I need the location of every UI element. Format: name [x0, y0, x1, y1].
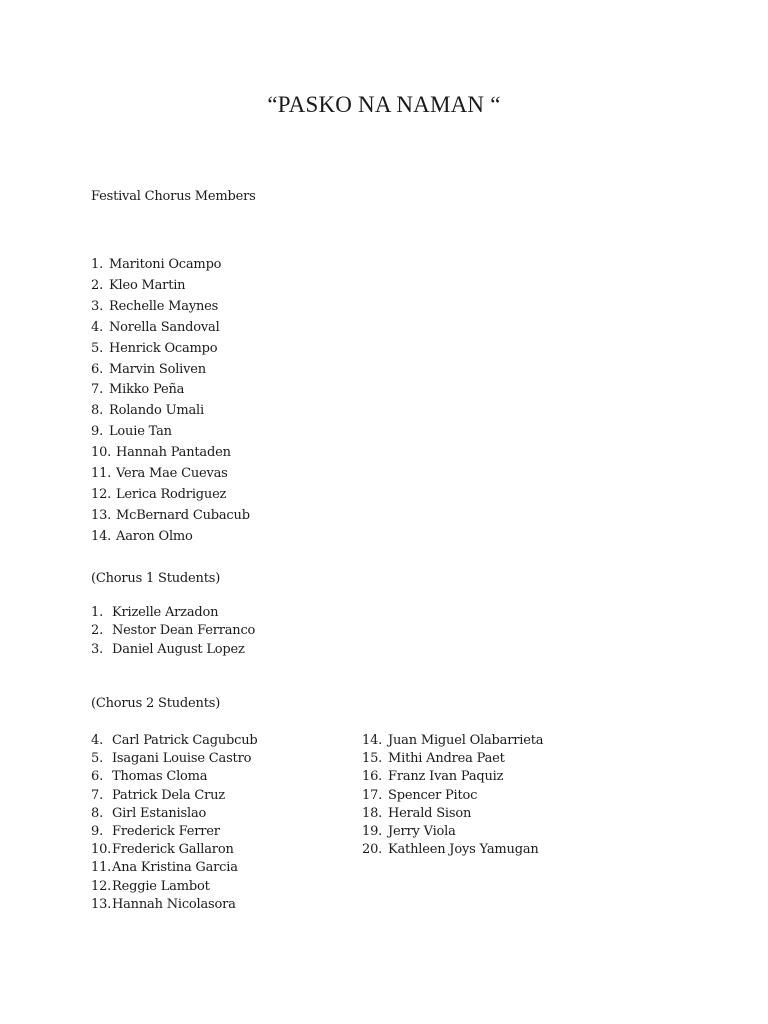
list-item-number: 9. [91, 824, 104, 839]
list-item-name: Hannah Pantaden [116, 445, 231, 461]
list-item [362, 769, 503, 784]
list-item [91, 341, 217, 356]
list-item [91, 403, 204, 418]
list-item-name: Aaron Olmo [116, 528, 193, 544]
list-item [91, 806, 206, 821]
list-item-number: 3. [91, 641, 104, 657]
list-item [362, 806, 471, 821]
list-item-number: 13. [91, 507, 112, 523]
list-item-name: Marvin Soliven [109, 361, 206, 377]
list-item-number: 7. [91, 382, 104, 398]
list-item [91, 733, 258, 748]
list-item-number: 14. [91, 528, 112, 544]
list-item-name: Kathleen Joys Yamugan [388, 842, 539, 858]
list-item-number: 2. [91, 277, 104, 293]
list-item-number: 9. [91, 424, 104, 440]
list-item-name: Reggie Lambot [112, 878, 210, 894]
list-item-number: 8. [91, 805, 104, 821]
list-item-number: 12. [91, 878, 112, 894]
list-item-number: 11. [91, 466, 112, 481]
list-item-number: 12. [91, 486, 112, 502]
list-item [91, 605, 218, 620]
list-item-name: Girl Estanislao [112, 805, 207, 821]
list-item-number: 1. [91, 257, 104, 272]
list-item-name: Henrick Ocampo [109, 340, 218, 356]
list-item [91, 769, 207, 784]
list-item [91, 424, 172, 439]
list-item [91, 623, 255, 638]
list-item [91, 642, 245, 657]
list-item [91, 445, 231, 460]
list-item-name: Maritoni Ocampo [109, 257, 222, 272]
list-item-name: Rolando Umali [109, 403, 204, 419]
list-item [91, 487, 226, 502]
list-item [91, 751, 251, 766]
list-item [91, 508, 250, 523]
list-item-number: 5. [91, 751, 104, 767]
list-item-number: 6. [91, 769, 104, 785]
list-item-name: Hannah Nicolasora [112, 896, 236, 912]
list-item-name: Norella Sandoval [109, 319, 220, 335]
list-item-name: McBernard Cubacub [116, 507, 250, 523]
chorus1-heading: (Chorus 1 Students) [91, 571, 221, 586]
list-item-name: Vera Mae Cuevas [116, 466, 228, 481]
list-item-name: Mithi Andrea Paet [388, 751, 505, 767]
list-item [362, 824, 456, 839]
list-item-number: 20. [362, 842, 383, 858]
list-item [91, 278, 185, 293]
list-item-number: 14. [362, 733, 383, 748]
list-item-name: Carl Patrick Cagubcub [112, 733, 258, 748]
list-item [91, 529, 193, 544]
list-item-name: Louie Tan [109, 424, 172, 440]
list-item [91, 897, 236, 912]
list-item-number: 8. [91, 403, 104, 419]
list-item-number: 3. [91, 298, 104, 314]
list-item [91, 466, 228, 481]
list-item-name: Krizelle Arzadon [112, 605, 219, 620]
list-item [91, 824, 220, 839]
list-item-number: 13. [91, 896, 112, 912]
list-item-number: 2. [91, 623, 104, 639]
list-item-name: Thomas Cloma [112, 769, 208, 785]
list-item [362, 788, 477, 803]
list-item-name: Frederick Ferrer [112, 824, 220, 839]
list-item-number: 5. [91, 340, 104, 356]
list-item-name: Patrick Dela Cruz [112, 787, 225, 803]
list-item-name: Rechelle Maynes [109, 298, 219, 314]
list-item-number: 4. [91, 319, 104, 335]
list-item-number: 6. [91, 361, 104, 377]
document-title: “PASKO NA NAMAN “ [267, 92, 501, 117]
list-item [91, 788, 225, 803]
list-item-number: 10. [91, 445, 112, 461]
list-item-number: 19. [362, 824, 383, 839]
list-item-number: 4. [91, 733, 104, 748]
list-item-name: Herald Sison [388, 805, 472, 821]
list-item-number: 11. [91, 860, 112, 876]
list-item-name: Mikko Peña [109, 382, 185, 398]
list-item-number: 1. [91, 605, 104, 620]
list-item-name: Ana Kristina Garcia [112, 860, 238, 876]
list-item-number: 7. [91, 787, 104, 803]
chorus2-heading: (Chorus 2 Students) [91, 696, 221, 711]
list-item-name: Frederick Gallaron [112, 842, 234, 858]
list-item-number: 15. [362, 751, 383, 767]
list-item [91, 879, 210, 894]
list-item [362, 842, 539, 857]
list-item-name: Spencer Pitoc [388, 787, 478, 803]
list-item [362, 733, 543, 748]
list-item-name: Lerica Rodriguez [116, 486, 227, 502]
list-item-number: 17. [362, 787, 383, 803]
list-item-name: Jerry Viola [388, 824, 456, 839]
festival-heading: Festival Chorus Members [91, 189, 256, 204]
list-item-name: Kleo Martin [109, 277, 186, 293]
list-item-name: Franz Ivan Paquiz [388, 769, 504, 785]
list-item [91, 362, 206, 377]
list-item-name: Juan Miguel Olabarrieta [388, 733, 544, 748]
list-item [91, 860, 238, 875]
list-item [91, 842, 234, 857]
list-item [91, 257, 221, 272]
list-item [91, 299, 218, 314]
list-item-number: 16. [362, 769, 383, 785]
list-item-number: 18. [362, 805, 383, 821]
list-item-name: Isagani Louise Castro [112, 751, 252, 767]
list-item-name: Nestor Dean Ferranco [112, 623, 256, 639]
list-item [91, 382, 184, 397]
list-item [91, 320, 220, 335]
list-item-name: Daniel August Lopez [112, 641, 245, 657]
list-item-number: 10. [91, 842, 112, 858]
list-item [362, 751, 505, 766]
